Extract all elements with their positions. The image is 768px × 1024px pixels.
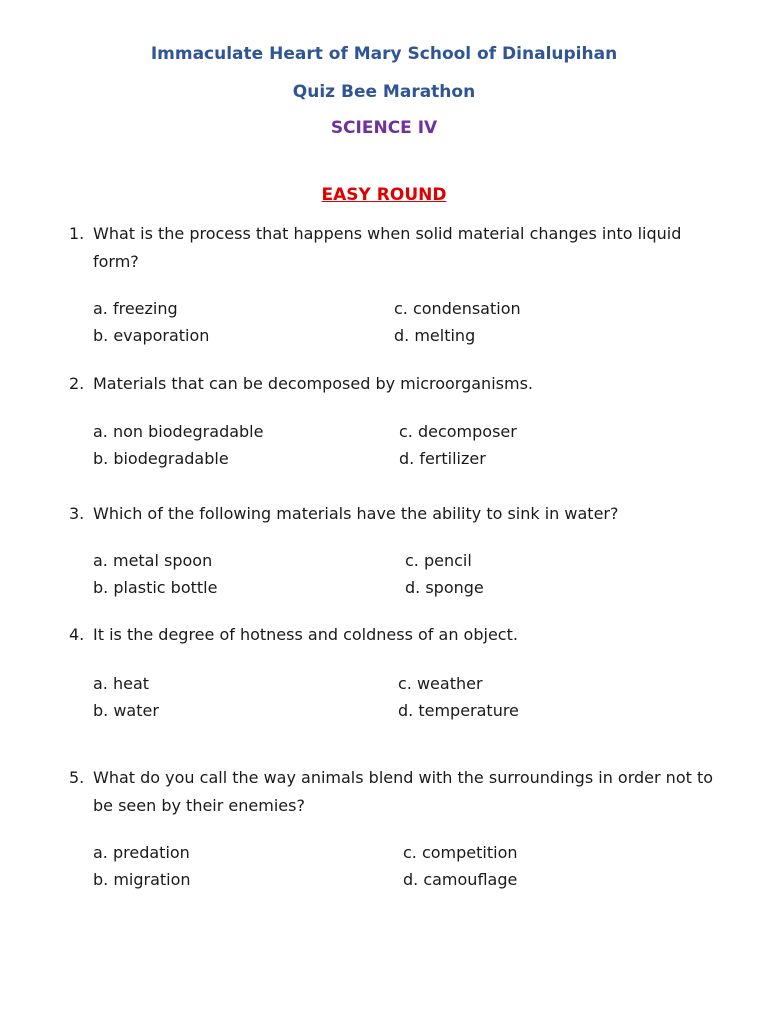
question-number: 1. xyxy=(69,224,85,243)
round-title: EASY ROUND xyxy=(321,185,447,205)
option-a: a. freezing xyxy=(93,299,178,318)
question-text: It is the degree of hotness and coldness of an object. xyxy=(93,625,518,644)
option-b: b. biodegradable xyxy=(93,449,229,468)
option-d: d. temperature xyxy=(398,701,519,720)
option-d: d. camouflage xyxy=(403,870,518,889)
option-b: b. migration xyxy=(93,870,191,889)
question-text: What is the process that happens when solid material changes into liquid form? xyxy=(93,224,682,271)
option-b: b. water xyxy=(93,701,159,720)
event-title: Quiz Bee Marathon xyxy=(292,82,476,102)
question-text: What do you call the way animals blend with the surroundings in order not to be seen by their enemies? xyxy=(93,768,714,815)
option-a: a. metal spoon xyxy=(93,551,213,570)
question-text: Which of the following materials have the ability to sink in water? xyxy=(93,504,619,523)
option-a: a. non biodegradable xyxy=(93,422,264,441)
option-b: b. plastic bottle xyxy=(93,578,218,597)
option-c: c. weather xyxy=(398,674,483,693)
option-c: c. competition xyxy=(403,843,518,862)
question-4 xyxy=(69,621,729,649)
question-3 xyxy=(69,500,729,528)
option-d: d. melting xyxy=(394,326,476,345)
option-c: c. pencil xyxy=(405,551,472,570)
option-a: a. predation xyxy=(93,843,190,862)
question-text: Materials that can be decomposed by microorganisms. xyxy=(93,374,533,393)
question-number: 2. xyxy=(69,374,85,393)
option-d: d. sponge xyxy=(405,578,484,597)
option-c: c. condensation xyxy=(394,299,521,318)
option-d: d. fertilizer xyxy=(399,449,486,468)
subject-title: SCIENCE IV xyxy=(330,118,438,138)
school-name: Immaculate Heart of Mary School of Dinalupihan xyxy=(150,44,618,64)
question-5 xyxy=(69,764,729,820)
option-a: a. heat xyxy=(93,674,150,693)
question-number: 3. xyxy=(69,504,85,523)
question-1 xyxy=(69,220,729,276)
question-number: 5. xyxy=(69,768,85,787)
option-b: b. evaporation xyxy=(93,326,210,345)
question-2 xyxy=(69,370,729,398)
option-c: c. decomposer xyxy=(399,422,517,441)
question-number: 4. xyxy=(69,625,85,644)
